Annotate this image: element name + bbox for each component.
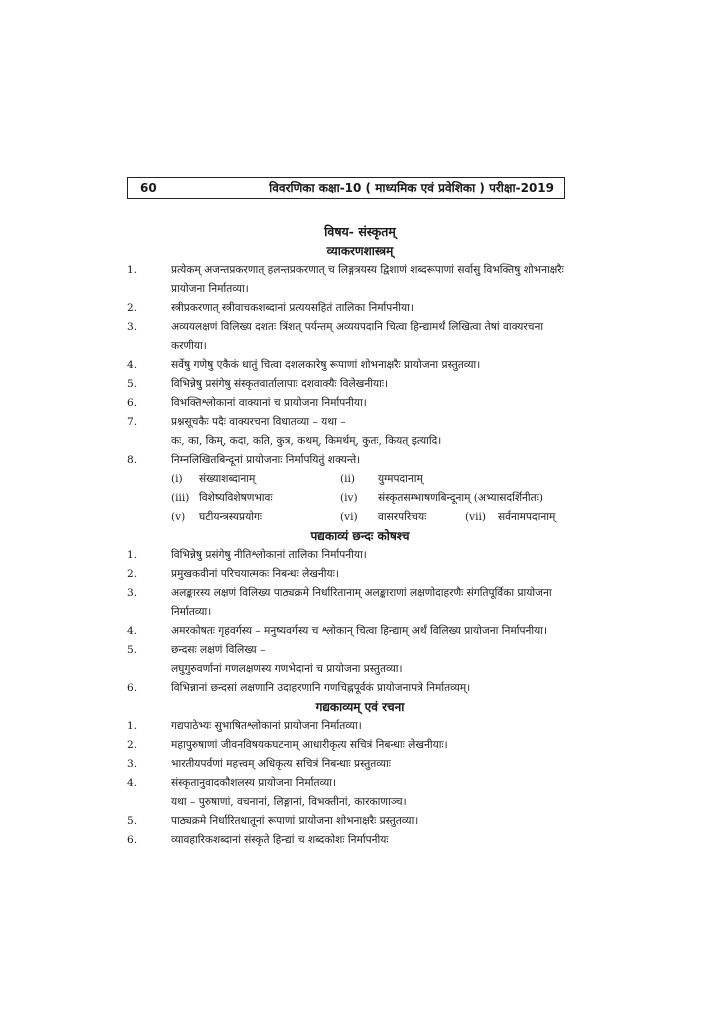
list-item — [125, 755, 595, 774]
option-label: (iv) — [340, 492, 358, 504]
option-text: वासरपरिचयः — [378, 511, 427, 523]
list-item-continuation — [125, 337, 595, 356]
page-number: 60 — [140, 181, 157, 195]
item-text: लघुगुरुवर्णानां गणलक्षणस्य गणभेदानां च प्रायोजना प्रस्तुतव्या। — [171, 663, 403, 675]
item-text: प्रमुखकवीनां परिचयात्मकः निबन्धः लेखनीयः। — [171, 568, 339, 580]
list-item — [125, 584, 595, 603]
item-number: 6. — [127, 834, 138, 846]
option-text: संख्याशब्दानाम् — [199, 473, 256, 485]
list-item — [125, 451, 595, 470]
list-item — [125, 394, 595, 413]
header-title: विवरणिका कक्षा-10 ( माध्यमिक एवं प्रवेशिका ) परीक्षा-2019 — [269, 181, 554, 195]
option-text: युग्मपदानाम् — [378, 473, 423, 485]
item-text: विभक्तिश्लोकानां वाक्यानां च प्रायोजना निर्मापनीया। — [171, 397, 367, 409]
list-item — [125, 679, 595, 698]
option-label: (vi) — [340, 511, 358, 523]
item-number: 4. — [127, 625, 138, 637]
subject-title: विषय- संस्कृतम् — [324, 224, 396, 239]
item-number: 7. — [127, 416, 138, 428]
option-text: विशेष्यविशेषणभावः — [199, 492, 273, 504]
list-item-continuation — [125, 793, 595, 812]
option-row — [125, 470, 595, 489]
item-text: अव्ययलक्षणं विलिख्य दशतः त्रिंशत् पर्यन्तम् अव्ययपदानि चित्वा हिन्द्यामर्थं लिखित्वा तेषां वाक्यरचना — [171, 321, 544, 333]
item-text: निर्मातव्या। — [171, 606, 212, 618]
item-text: पाठ्यक्रमे निर्धारितधातूनां रूपाणां प्रायोजना शोभनाक्षरैः प्रस्तुतव्या। — [171, 815, 419, 827]
list-item — [125, 812, 595, 831]
option-text: घटीयन्त्रस्यप्रयोगः — [199, 511, 263, 523]
item-text: संस्कृतानुवादकौशलस्य प्रायोजना निर्मातव्या। — [171, 777, 337, 789]
item-number: 5. — [127, 815, 138, 827]
item-number: 1. — [127, 549, 138, 561]
option-label: (ii) — [340, 473, 356, 485]
item-text: यथा – पुरुषाणां, वचनानां, लिङ्गानां, विभक्तीनां, कारकाणाञ्च। — [171, 796, 407, 808]
item-text: अलङ्कारस्य लक्षणं विलिख्य पाठ्यक्रमे निर्धारितानाम् अलङ्काराणां लक्षणोदाहरणैः संगतिपूर्विका प्रायोजना — [171, 587, 552, 599]
list-item-continuation — [125, 280, 595, 299]
item-text: प्रश्नसूचकैः पदैः वाक्यरचना विधातव्या – यथा – — [171, 416, 346, 428]
list-item — [125, 565, 595, 584]
item-number: 3. — [127, 587, 138, 599]
item-text: प्रत्येकम् अजन्तप्रकरणात् हलन्तप्रकरणात् च लिङ्गत्रयस्य द्विशाणं शब्दरूपाणां सर्वासु विभक्तिषु शोभनाक्षरैः — [171, 264, 564, 276]
option-label: (iii) — [171, 492, 190, 504]
option-label: (vii) — [465, 511, 487, 523]
item-number: 5. — [127, 644, 138, 656]
list-item — [125, 413, 595, 432]
item-text: स्त्रीप्रकरणात् स्त्रीवाचकशब्दानां प्रत्ययसहितं तालिका निर्मापनीया। — [171, 302, 414, 314]
item-text: विभिन्नानां छन्दसां लक्षणानि उदाहरणानि गणचिह्नपूर्वकं प्रायोजनापत्रे निर्मातव्यम्। — [171, 682, 471, 694]
item-number: 4. — [127, 777, 138, 789]
item-number: 4. — [127, 359, 138, 371]
list-item-continuation — [125, 660, 595, 679]
item-text: विभिन्नेषु प्रसंगेषु नीतिश्लोकानां तालिका निर्मापनीया। — [171, 549, 367, 561]
option-row — [125, 508, 595, 527]
option-text: संस्कृतसम्भाषणबिन्दूनाम् (अभ्यासदर्शिनीतः) — [378, 492, 543, 504]
item-number: 1. — [127, 264, 138, 276]
item-number: 8. — [127, 454, 138, 466]
item-number: 2. — [127, 302, 138, 314]
item-text: भारतीयपर्वणां महत्त्वम् अधिकृत्य सचित्रं निबन्धाः प्रस्तुतव्याः — [171, 758, 391, 770]
item-number: 5. — [127, 378, 138, 390]
list-item — [125, 831, 595, 850]
section-heading: गद्यकाव्यम् एवं रचना — [315, 700, 405, 714]
item-text: करणीया। — [171, 340, 207, 352]
list-item — [125, 774, 595, 793]
section-heading: पद्यकाव्यं छन्दः कोषश्च — [310, 529, 410, 543]
item-text: व्यावहारिकशब्दानां संस्कृते हिन्द्यां च शब्दकोशः निर्मापनीयः — [171, 834, 389, 846]
list-item — [125, 299, 595, 318]
item-number: 2. — [127, 568, 138, 580]
item-text: सर्वेषु गणेषु एकैकं धातुं चित्वा दशलकारेषु रूपाणां शोभनाक्षरैः प्रायोजना प्रस्तुतव्या। — [171, 359, 481, 371]
list-item — [125, 641, 595, 660]
list-item — [125, 375, 595, 394]
list-item — [125, 717, 595, 736]
item-number: 6. — [127, 397, 138, 409]
item-text: प्रायोजना निर्मातव्या। — [171, 283, 249, 295]
list-item-continuation — [125, 603, 595, 622]
item-text: छन्दसः लक्षणं विलिख्य – — [171, 644, 266, 656]
item-text: गद्यपाठेभ्यः सुभाषितश्लोकानां प्रायोजना निर्मातव्या। — [171, 720, 362, 732]
list-item — [125, 736, 595, 755]
item-number: 3. — [127, 758, 138, 770]
item-text: अमरकोषतः गृहवर्गस्य – मनुष्यवर्गस्य च श्लोकान् चित्वा हिन्द्याम् अर्थं विलिख्य प्रायोजना निर्मापनीया। — [171, 625, 547, 637]
list-item — [125, 622, 595, 641]
list-item-continuation — [125, 432, 595, 451]
option-text: सर्वनामपदानाम् — [498, 511, 556, 523]
item-number: 6. — [127, 682, 138, 694]
item-text: कः, का, किम्, कदा, कति, कुत्र, कथम्, किमर्थम्, कुतः, कियत् इत्यादि। — [171, 435, 442, 447]
list-item — [125, 356, 595, 375]
item-text: महापुरुषाणां जीवनविषयकघटनाम् आधारीकृत्य सचित्रं निबन्धाः लेखनीयाः। — [171, 739, 448, 751]
option-row — [125, 489, 595, 508]
item-number: 2. — [127, 739, 138, 751]
list-item — [125, 261, 595, 280]
list-item — [125, 546, 595, 565]
list-item — [125, 318, 595, 337]
page-header — [127, 177, 565, 199]
item-number: 1. — [127, 720, 138, 732]
item-text: निम्नलिखितबिन्दूनां प्रायोजनाः निर्मापयितुं शक्यन्ते। — [171, 454, 361, 466]
document-body — [125, 222, 595, 850]
option-label: (i) — [171, 473, 183, 485]
item-text: विभिन्नेषु प्रसंगेषु संस्कृतवार्तालापाः दशवाक्यैः विलेखनीयाः। — [171, 378, 388, 390]
option-label: (v) — [171, 511, 186, 523]
section-heading: व्याकरणशास्त्रम् — [326, 244, 394, 258]
item-number: 3. — [127, 321, 138, 333]
